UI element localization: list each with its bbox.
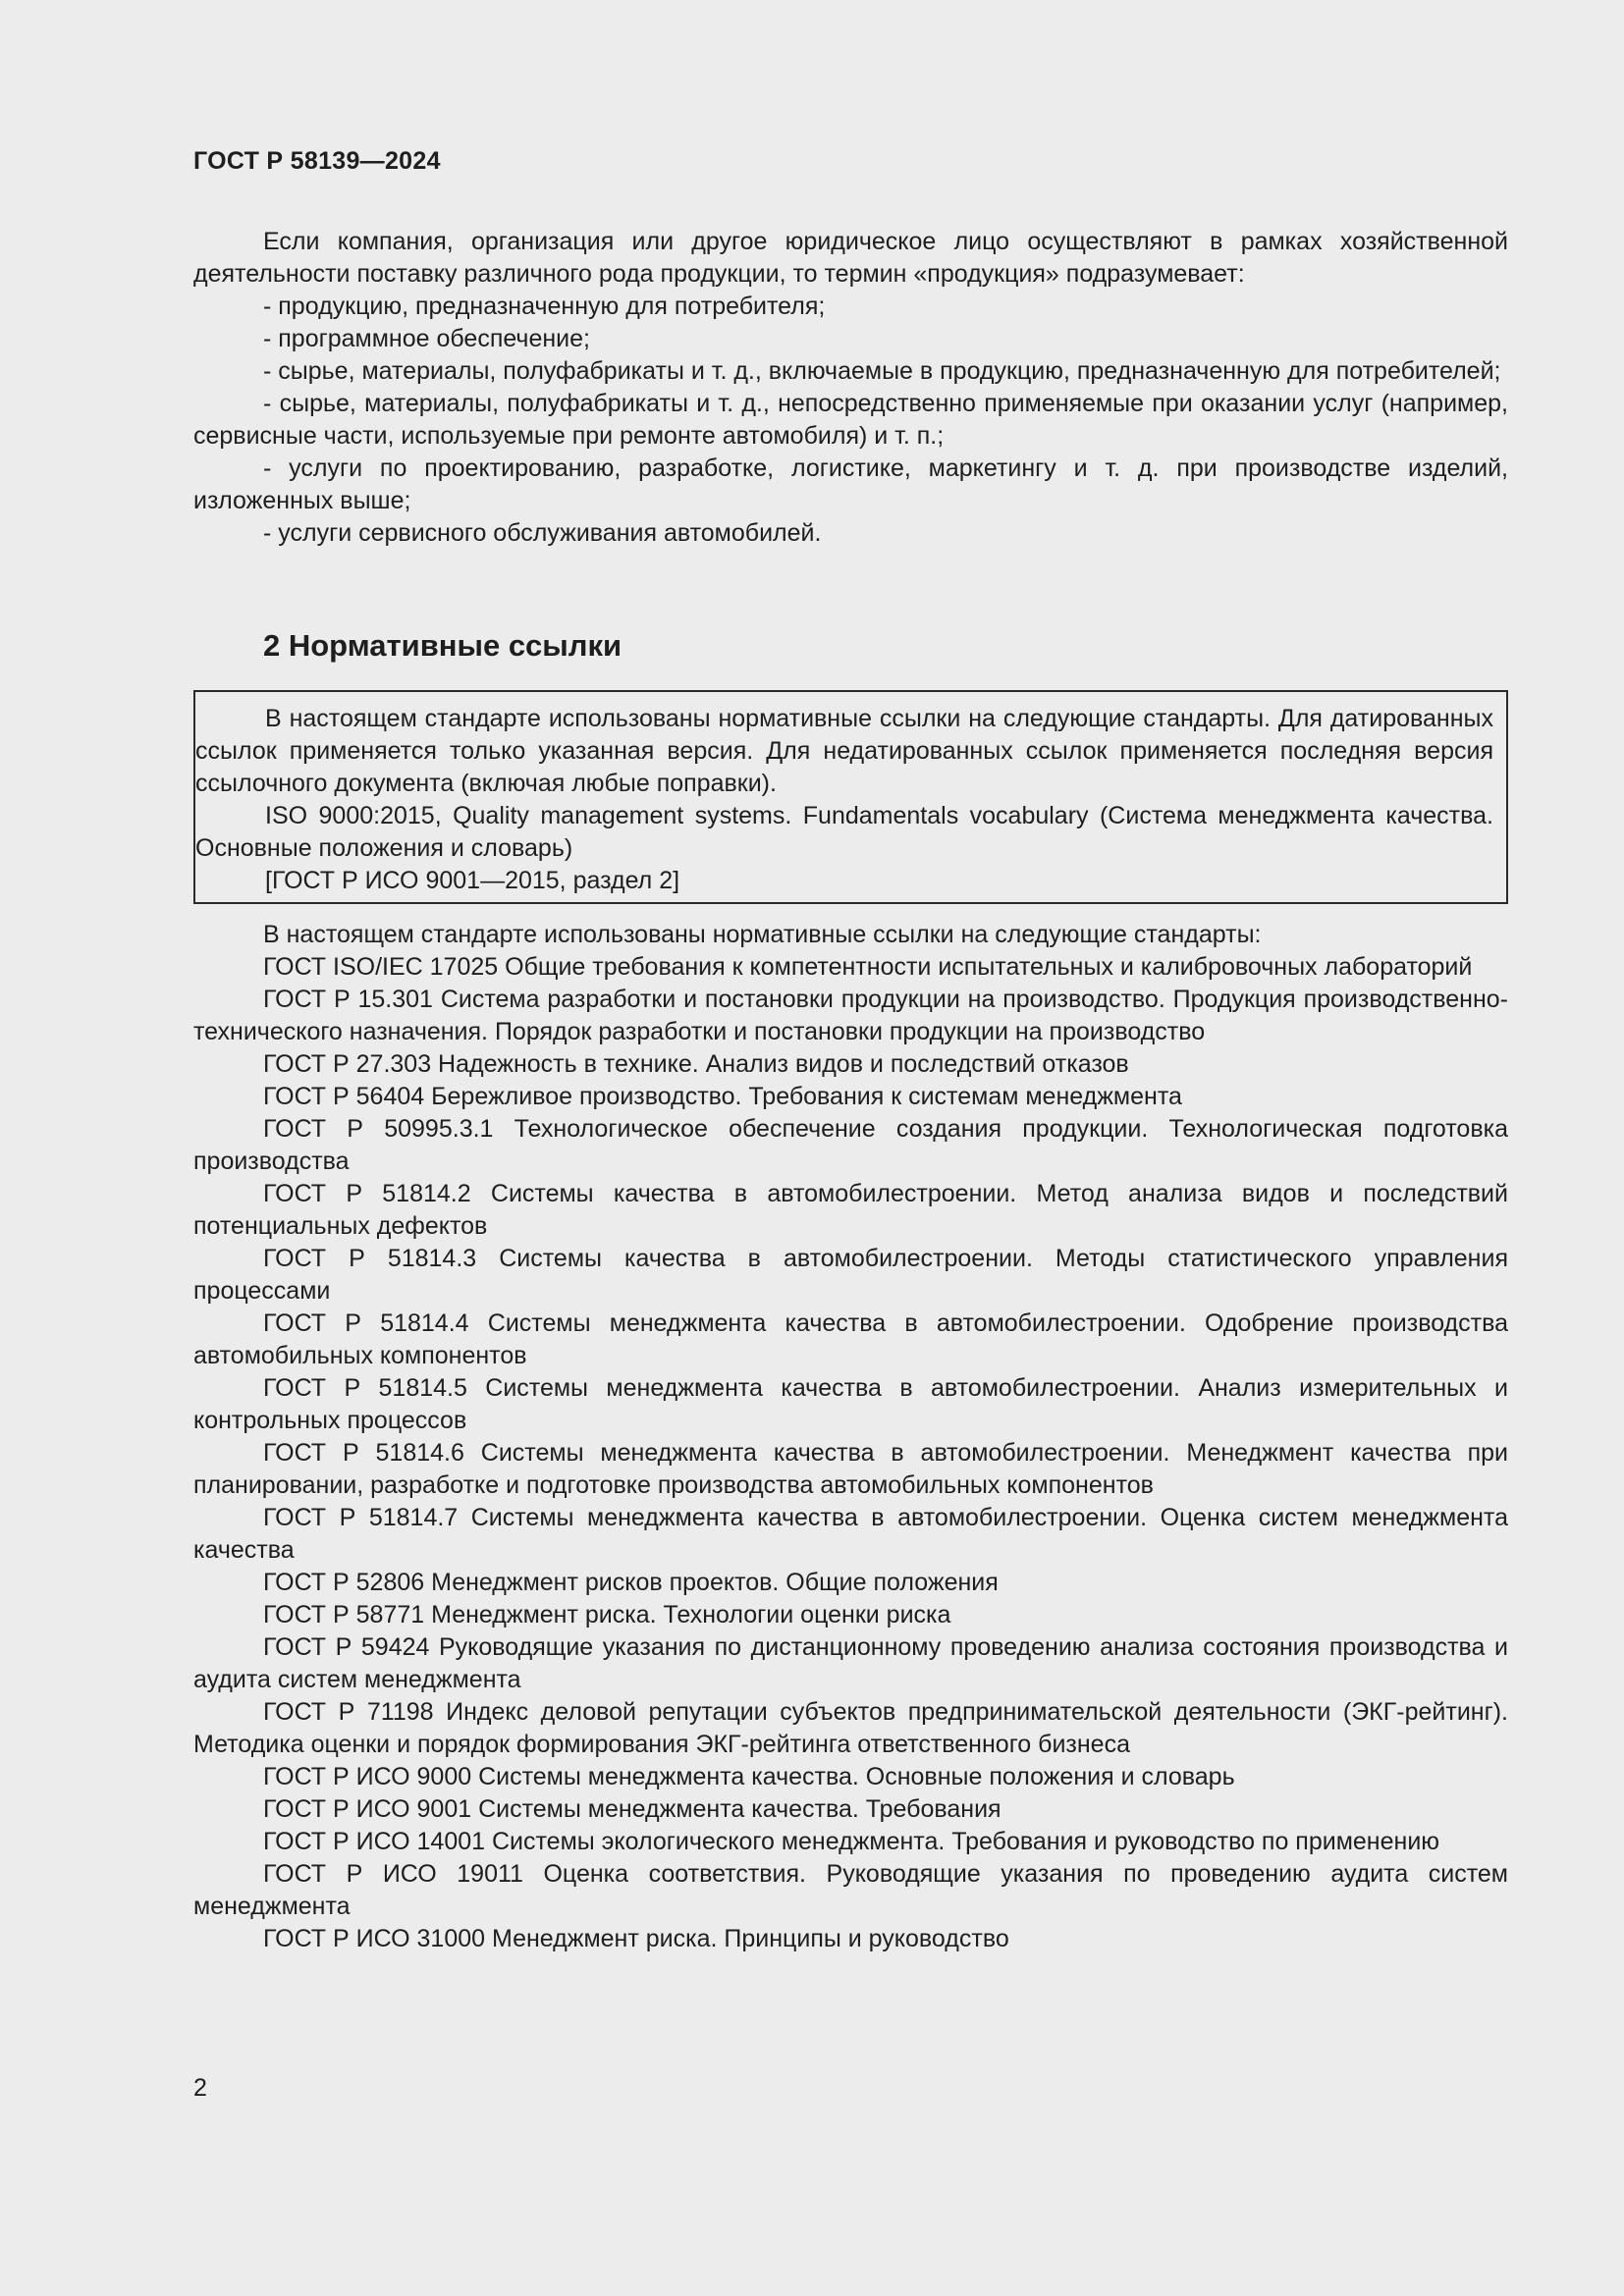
reference-item: ГОСТ Р ИСО 9000 Системы менеджмента качества. Основные положения и словарь bbox=[263, 1763, 1235, 1790]
intro-paragraph: Если компания, организация или другое юридическое лицо осуществляют в рамках хозяйственной деятельности поставку различного рода продукции, то термин «продукция» подразумевает: bbox=[193, 228, 1508, 288]
reference-item: ГОСТ Р 51814.7 Системы менеджмента качества в автомобилестроении. Оценка систем менеджмента качества bbox=[193, 1504, 1508, 1564]
reference-item: ГОСТ Р ИСО 19011 Оценка соответствия. Руководящие указания по проведению аудита систем менеджмента bbox=[193, 1860, 1508, 1920]
reference-item: ГОСТ Р 51814.6 Системы менеджмента качества в автомобилестроении. Менеджмент качества при планировании, разработке и подготовке производства автомобильных компонентов bbox=[193, 1439, 1508, 1499]
reference-item: ГОСТ Р 50995.3.1 Технологическое обеспечение создания продукции. Технологическая подготовка производства bbox=[193, 1115, 1508, 1175]
reference-item: ГОСТ Р 51814.5 Системы менеджмента качества в автомобилестроении. Анализ измерительных и контрольных процессов bbox=[193, 1374, 1508, 1434]
list-item: - программное обеспечение; bbox=[263, 325, 590, 352]
list-item: - сырье, материалы, полуфабрикаты и т. д., непосредственно применяемые при оказании услуг (например, сервисные части, используемые при ремонте автомобиля) и т. п.; bbox=[193, 390, 1508, 450]
reference-item: ГОСТ Р 51814.2 Системы качества в автомобилестроении. Метод анализа видов и последствий потенциальных дефектов bbox=[193, 1180, 1508, 1240]
reference-item: ГОСТ ISO/IEC 17025 Общие требования к компетентности испытательных и калибровочных лабораторий bbox=[263, 953, 1473, 981]
reference-item: ГОСТ Р 15.301 Система разработки и постановки продукции на производство. Продукция производственно-технического назначения. Порядок разработки и постановки продукции на производство bbox=[193, 986, 1508, 1045]
framed-paragraph: В настоящем стандарте использованы нормативные ссылки на следующие стандарты. Для датированных ссылок применяется только указанная версия. Для недатированных ссылок применяется последняя версия ссылочного документа (включая любые поправки). bbox=[195, 705, 1493, 797]
intro-block bbox=[193, 226, 1508, 550]
list-item: - услуги сервисного обслуживания автомобилей. bbox=[263, 519, 822, 547]
reference-item: ГОСТ Р 71198 Индекс деловой репутации субъектов предпринимательской деятельности (ЭКГ-рейтинг). Методика оценки и порядок формирования ЭКГ-рейтинга ответственного бизнеса bbox=[193, 1698, 1508, 1758]
list-item: - продукцию, предназначенную для потребителя; bbox=[263, 293, 826, 320]
reference-item: ГОСТ Р 59424 Руководящие указания по дистанционному проведению анализа состояния производства и аудита систем менеджмента bbox=[193, 1633, 1508, 1693]
reference-item: ГОСТ Р ИСО 14001 Системы экологического менеджмента. Требования и руководство по применению bbox=[263, 1828, 1440, 1855]
section-heading: 2 Нормативные ссылки bbox=[263, 628, 623, 663]
document-header: ГОСТ Р 58139—2024 bbox=[193, 147, 441, 175]
reference-item: ГОСТ Р 51814.4 Системы менеджмента качества в автомобилестроении. Одобрение производства автомобильных компонентов bbox=[193, 1309, 1508, 1369]
list-item: - сырье, материалы, полуфабрикаты и т. д., включаемые в продукцию, предназначенную для потребителей; bbox=[263, 357, 1501, 385]
reference-item: ГОСТ Р 58771 Менеджмент риска. Технологии оценки риска bbox=[263, 1601, 951, 1629]
framed-paragraph: ISO 9000:2015, Quality management systems. Fundamentals vocabulary (Система менеджмента качества. Основные положения и словарь) bbox=[195, 802, 1493, 862]
reference-item: ГОСТ Р 56404 Бережливое производство. Требования к системам менеджмента bbox=[263, 1083, 1182, 1110]
reference-item: ГОСТ Р ИСО 31000 Менеджмент риска. Принципы и руководство bbox=[263, 1925, 1009, 1952]
reference-item: ГОСТ Р 27.303 Надежность в технике. Анализ видов и последствий отказов bbox=[263, 1050, 1129, 1078]
reference-item: ГОСТ Р 51814.3 Системы качества в автомобилестроении. Методы статистического управления процессами bbox=[193, 1245, 1508, 1305]
page-number: 2 bbox=[193, 2074, 207, 2102]
references-list bbox=[193, 919, 1508, 1955]
reference-item: ГОСТ Р 52806 Менеджмент рисков проектов. Общие положения bbox=[263, 1569, 999, 1596]
document-page bbox=[193, 0, 1508, 2296]
list-item: - услуги по проектированию, разработке, логистике, маркетингу и т. д. при производстве изделий, изложенных выше; bbox=[193, 454, 1508, 514]
framed-paragraph: [ГОСТ Р ИСО 9001—2015, раздел 2] bbox=[265, 867, 680, 894]
framed-note bbox=[193, 690, 1508, 904]
references-lead: В настоящем стандарте использованы нормативные ссылки на следующие стандарты: bbox=[263, 921, 1262, 948]
reference-item: ГОСТ Р ИСО 9001 Системы менеджмента качества. Требования bbox=[263, 1795, 1001, 1823]
